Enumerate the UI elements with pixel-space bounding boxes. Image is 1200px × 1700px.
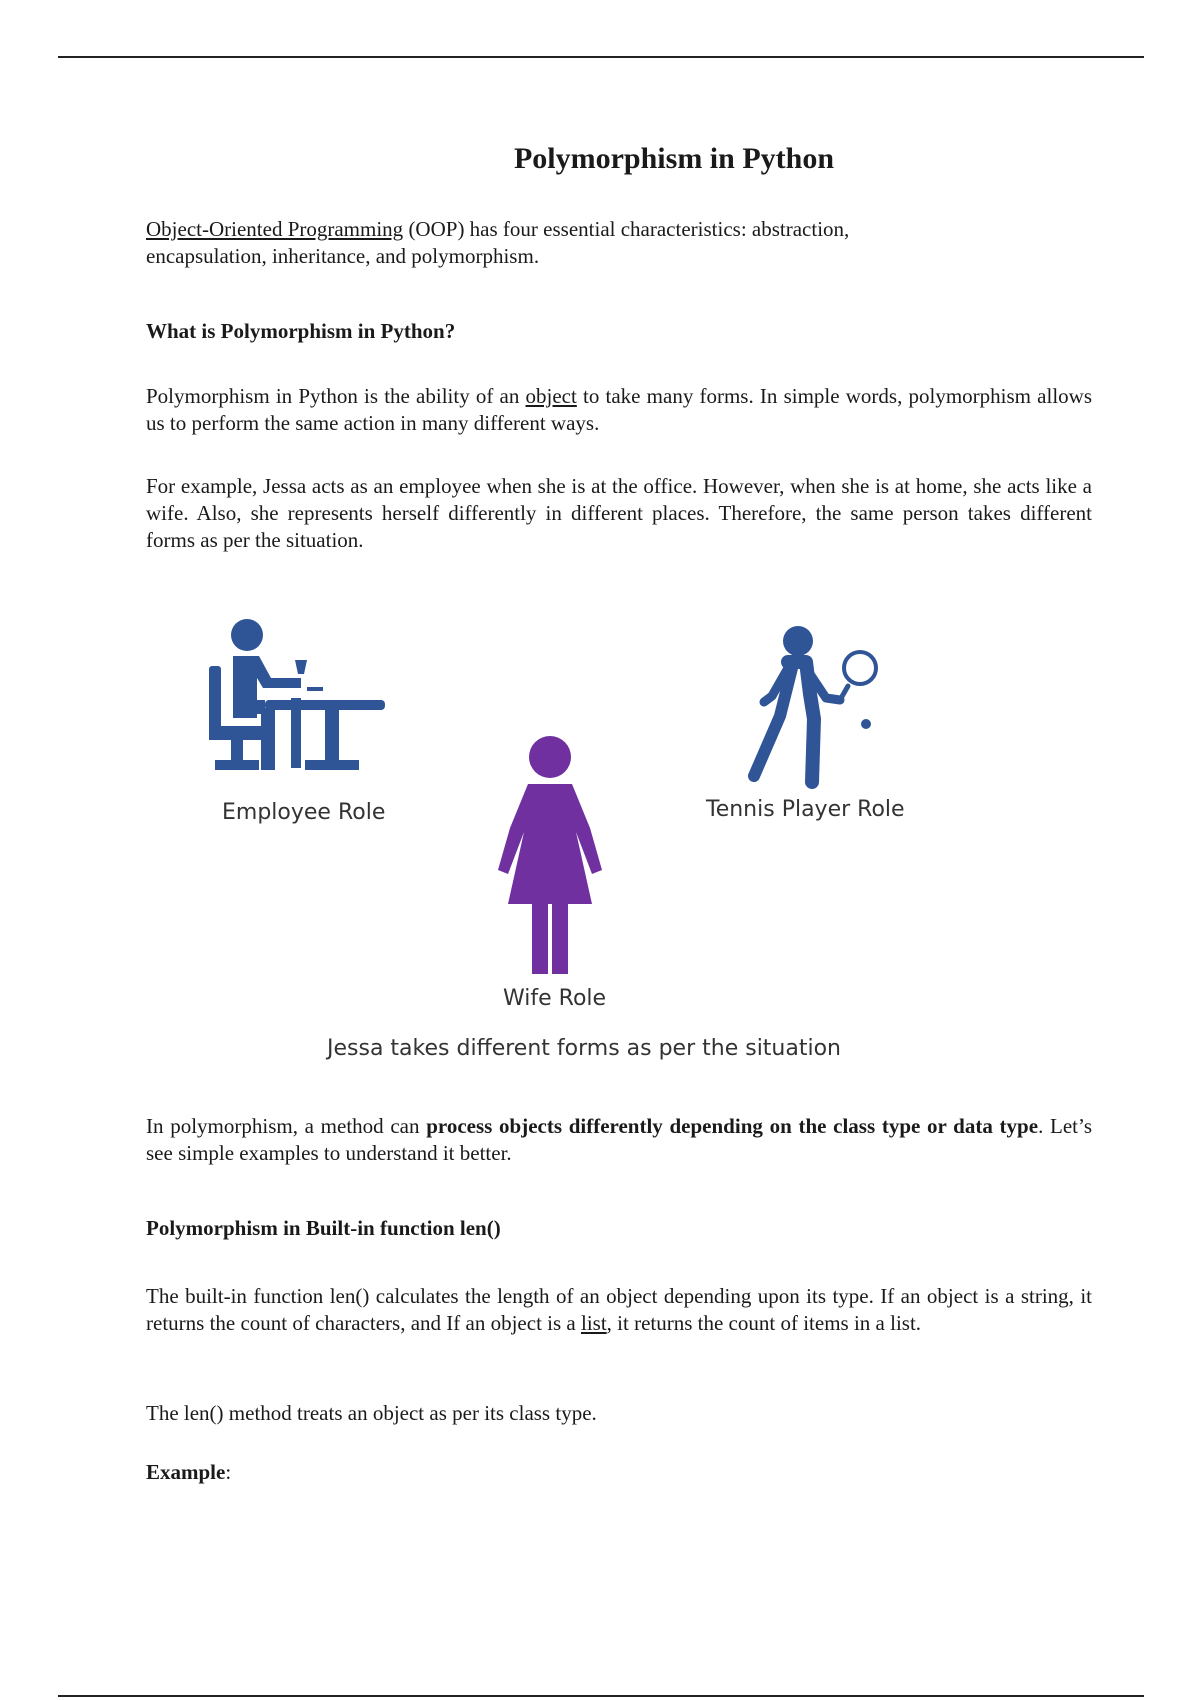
intro-text-line1: (OOP) has four essential characteristics: abstraction, <box>403 217 850 241</box>
list-link[interactable]: list <box>580 1311 607 1335</box>
tennis-player-icon <box>730 624 890 794</box>
example-label-text: Example <box>146 1460 226 1484</box>
example-paragraph: For example, Jessa acts as an employee when she is at the office. However, when she is at home, she acts like a wife. Also, she represents herself differently in different places. Therefore, the same person takes different forms as per the situation. <box>146 474 1092 552</box>
definition-text-end: to take many forms. In simple words, polymorphism allows us to perform the same action in many different ways. <box>146 384 1092 435</box>
intro-text-line2: encapsulation, inheritance, and polymorphism. <box>146 244 540 268</box>
method-text-end: . Let’s see simple examples to understand it better. <box>146 1114 1093 1165</box>
method-text-start: In polymorphism, a method can <box>146 1114 427 1138</box>
figure-caption: Jessa takes different forms as per the situation <box>327 1036 841 1061</box>
section-heading-what-is: What is Polymorphism in Python? <box>146 319 456 343</box>
intro-paragraph <box>146 216 1092 270</box>
wife-icon <box>488 734 608 979</box>
method-text-bold: process objects differently depending on the class type or data type <box>426 1114 1039 1138</box>
len-class-paragraph: The len() method treats an object as per its class type. <box>146 1401 597 1425</box>
len-paragraph <box>146 1283 1092 1337</box>
page-title: Polymorphism in Python <box>513 142 835 175</box>
example-label-colon: : <box>225 1460 232 1484</box>
employee-role-label: Employee Role <box>222 800 386 825</box>
wife-role-label: Wife Role <box>503 986 607 1011</box>
bottom-rule <box>58 1695 1144 1697</box>
object-link[interactable]: object <box>525 384 577 408</box>
definition-paragraph <box>146 383 1092 437</box>
len-text-end: , it returns the count of items in a list. <box>606 1311 922 1335</box>
definition-text-start: Polymorphism in Python is the ability of an <box>146 384 526 408</box>
example-label <box>146 1459 1092 1486</box>
tennis-player-role-label: Tennis Player Role <box>706 797 905 822</box>
top-rule <box>58 56 1144 58</box>
section-heading-len: Polymorphism in Built-in function len() <box>146 1216 501 1240</box>
employee-icon <box>205 618 390 793</box>
oop-link[interactable]: Object-Oriented Programming <box>146 217 404 241</box>
len-text-start: The built-in function len() calculates the length of an object depending upon its type. If an object is a string, it returns the count of characters, and If an object is a <box>146 1284 1092 1335</box>
method-paragraph <box>146 1113 1092 1167</box>
